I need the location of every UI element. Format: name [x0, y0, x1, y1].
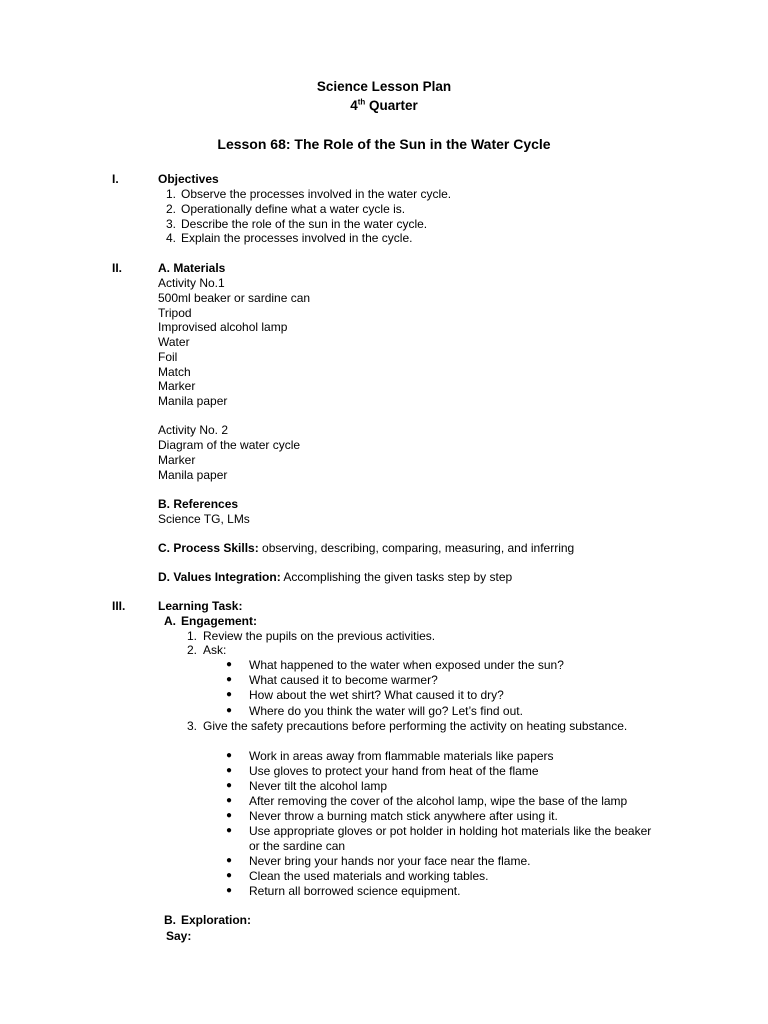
learning-task-heading: Learning Task: [158, 599, 243, 613]
quarter-ordinal-suffix: th [357, 97, 366, 107]
material-item: Match [158, 364, 191, 379]
step-1-number: 1. [186, 629, 197, 643]
material-item: Manila paper [158, 393, 228, 408]
precaution-item: Never throw a burning match stick anywhere after using it. [249, 809, 558, 823]
bullet-icon: ● [226, 689, 233, 701]
step-1-text: Review the pupils on the previous activities. [203, 629, 436, 643]
bullet-icon: ● [226, 780, 233, 791]
objective-number: 1. [165, 187, 176, 201]
step-2-number: 2. [186, 643, 197, 657]
objective-item: Describe the role of the sun in the water cycle. [181, 216, 428, 231]
precaution-item: or the sardine can [249, 839, 346, 853]
material-item: Marker [158, 452, 196, 467]
quarter-heading [0, 99, 768, 114]
material-item: Diagram of the water cycle [158, 438, 301, 452]
bullet-icon: ● [226, 704, 233, 716]
objective-item: Explain the processes involved in the cycle. [181, 231, 413, 246]
precaution-item: Use gloves to protect your hand from heat of the flame [249, 764, 539, 778]
bullet-icon: ● [226, 750, 233, 761]
activity-1-label: Activity No.1 [158, 276, 225, 290]
objective-number: 3. [165, 216, 176, 231]
step-3-number: 3. [186, 719, 197, 733]
material-item: Tripod [158, 305, 192, 320]
bullet-icon: ● [226, 870, 233, 881]
precaution-item: After removing the cover of the alcohol lamp, wipe the base of the lamp [249, 794, 628, 808]
bullet-icon: ● [226, 825, 233, 836]
values-integration-label: D. Values Integration: [158, 570, 281, 584]
materials-heading: A. Materials [158, 261, 226, 275]
step-2-text: Ask: [203, 643, 227, 657]
process-skills-label: C. Process Skills: [158, 541, 259, 555]
question-item: How about the wet shirt? What caused it to dry? [249, 688, 504, 703]
process-skills-text: observing, describing, comparing, measuring, and inferring [258, 541, 575, 555]
question-item: What caused it to become warmer? [249, 673, 438, 688]
step-3-text: Give the safety precautions before performing the activity on heating substance. [203, 719, 628, 733]
precaution-item: Never tilt the alcohol lamp [249, 779, 388, 793]
material-item: Foil [158, 349, 178, 364]
lesson-title: Lesson 68: The Role of the Sun in the Water Cycle [217, 136, 551, 152]
material-item: Marker [158, 379, 196, 394]
precaution-item: Never bring your hands nor your face near the flame. [249, 854, 531, 868]
question-item: Where do you think the water will go? Let’s find out. [249, 703, 523, 718]
material-item: Improvised alcohol lamp [158, 320, 288, 335]
objective-item: Observe the processes involved in the water cycle. [181, 187, 452, 201]
objective-number: 2. [165, 201, 176, 216]
exploration-letter: B. [164, 913, 176, 927]
objective-item: Operationally define what a water cycle is. [181, 201, 406, 216]
document-title: Science Lesson Plan [316, 79, 452, 94]
precaution-item: Use appropriate gloves or pot holder in holding hot materials like the beaker [249, 824, 652, 838]
engagement-heading: Engagement: [181, 614, 258, 628]
material-item: Water [158, 335, 190, 350]
material-item: Manila paper [158, 467, 228, 482]
bullet-icon: ● [226, 885, 233, 896]
say-label: Say: [166, 929, 192, 943]
precaution-item: Work in areas away from flammable materials like papers [249, 749, 554, 763]
activity-2-label: Activity No. 2 [158, 423, 229, 437]
section-1-numeral: I. [112, 172, 119, 186]
quarter-number: 4 [350, 98, 358, 113]
objectives-heading: Objectives [158, 172, 219, 186]
references-heading: B. References [158, 497, 239, 511]
precaution-item: Clean the used materials and working tables. [249, 869, 489, 883]
material-item: 500ml beaker or sardine can [158, 291, 311, 305]
process-skills [158, 541, 574, 556]
values-integration-text: Accomplishing the given tasks step by step [280, 570, 513, 584]
quarter-word: Quarter [369, 98, 418, 113]
bullet-icon: ● [226, 795, 233, 806]
bullet-icon: ● [226, 765, 233, 776]
precaution-item: Return all borrowed science equipment. [249, 884, 461, 898]
references-text: Science TG, LMs [158, 512, 250, 526]
section-3-numeral: III. [112, 599, 126, 613]
bullet-icon: ● [226, 674, 233, 686]
question-item: What happened to the water when exposed under the sun? [249, 658, 564, 672]
section-2-numeral: II. [112, 261, 123, 275]
values-integration [158, 570, 512, 585]
objective-number: 4. [165, 231, 176, 246]
exploration-heading: Exploration: [181, 913, 252, 927]
bullet-icon: ● [226, 810, 233, 821]
engagement-letter: A. [164, 614, 176, 628]
bullet-icon: ● [226, 659, 233, 670]
bullet-icon: ● [226, 855, 233, 866]
